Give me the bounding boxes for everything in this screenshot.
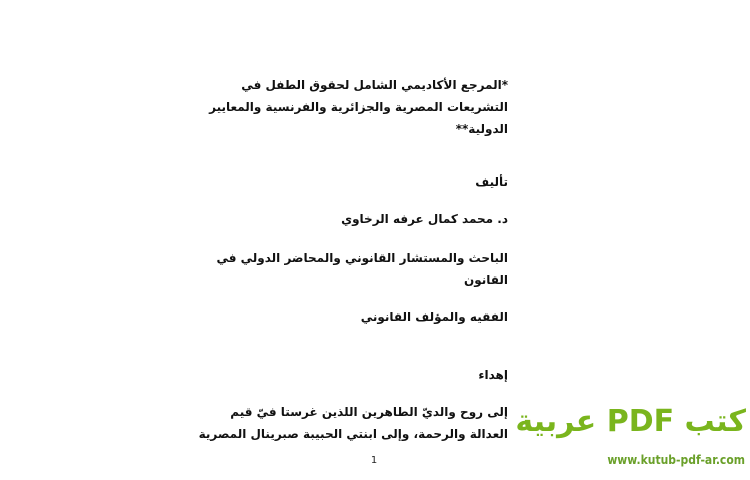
dedication-line-1: إلى روح والديّ الطاهرين اللذين غرستا فيّ قيم xyxy=(230,405,508,419)
title-line-3: الدولية** xyxy=(455,122,508,136)
position-line-2: القانون xyxy=(463,273,508,287)
page-number: 1 xyxy=(370,455,378,466)
dedication-heading: إهداء xyxy=(478,368,508,382)
title-line-2: التشريعات المصرية والجزائرية والفرنسية والمعايير xyxy=(209,100,508,114)
watermark-url: www.kutub-pdf-ar.com xyxy=(607,453,745,467)
watermark-title: كتب PDF عربية xyxy=(515,404,746,439)
book-title xyxy=(209,74,508,140)
title-line-1: *المرجع الأكاديمي الشامل لحقوق الطفل في xyxy=(241,78,508,92)
author-position xyxy=(216,247,508,291)
dedication-line-2: العدالة والرحمة، وإلى ابنتي الحبيبة صبرينال المصرية xyxy=(198,427,508,441)
site-watermark xyxy=(515,396,750,480)
position-line-1: الباحث والمستشار القانوني والمحاضر الدولي في xyxy=(216,251,508,265)
authorship-label: تأليف xyxy=(475,175,508,189)
author-role: الفقيه والمؤلف القانوني xyxy=(360,310,508,324)
author-name: د. محمد كمال عرفه الرخاوي xyxy=(341,212,508,226)
dedication-text xyxy=(198,401,508,445)
